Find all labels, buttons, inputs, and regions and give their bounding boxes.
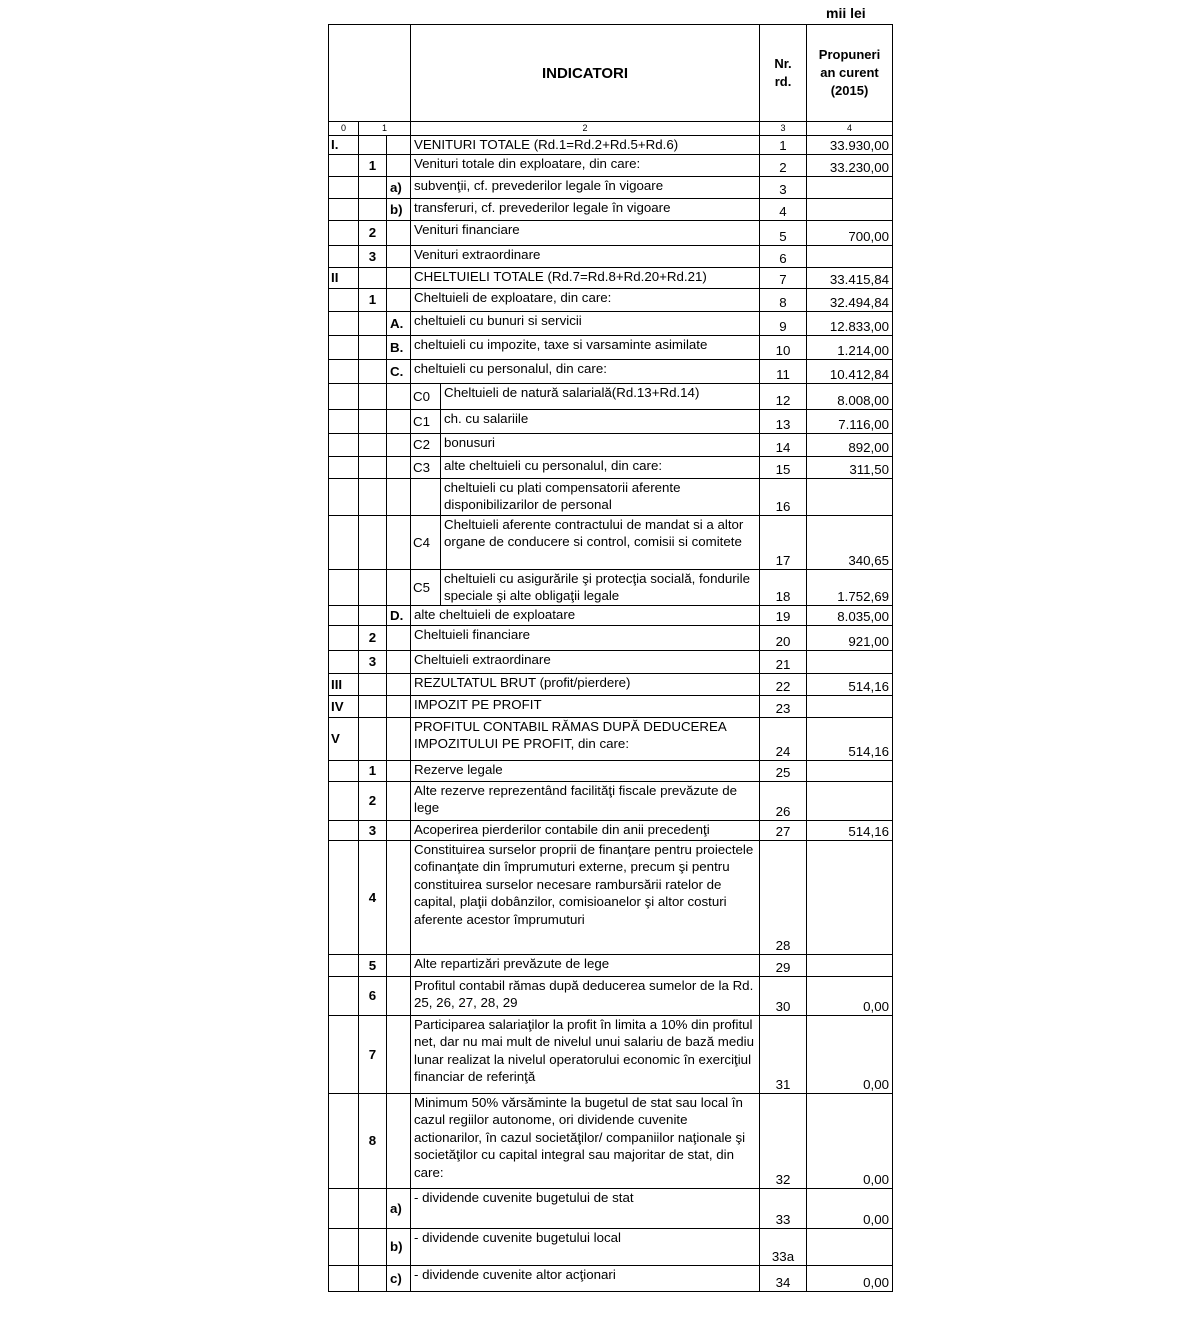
section-number <box>329 977 359 1016</box>
section-number: II <box>329 268 359 289</box>
sub-code: C5 <box>411 570 441 606</box>
header-proposal-line3: (2015) <box>830 83 869 98</box>
item-number <box>359 136 387 155</box>
table-row <box>329 221 893 246</box>
sub-item-letter <box>387 410 411 434</box>
unit-label: mii lei <box>826 5 866 21</box>
row-number: 29 <box>760 955 807 977</box>
sub-item-letter: a) <box>387 1189 411 1229</box>
item-number <box>359 199 387 221</box>
item-number <box>359 516 387 570</box>
section-number <box>329 626 359 651</box>
indicator-label: CHELTUIELI TOTALE (Rd.7=Rd.8+Rd.20+Rd.21) <box>411 268 760 289</box>
item-number: 1 <box>359 289 387 312</box>
section-number <box>329 199 359 221</box>
indicator-label: PROFITUL CONTABIL RĂMAS DUPĂ DEDUCEREA IMPOZITULUI PE PROFIT, din care: <box>411 718 760 761</box>
section-number <box>329 1189 359 1229</box>
proposal-value: 33.415,84 <box>807 268 893 289</box>
sub-item-letter: b) <box>387 199 411 221</box>
sub-code: C3 <box>411 457 441 479</box>
proposal-value <box>807 1229 893 1266</box>
indicator-label: cheltuieli cu plati compensatorii aferente disponibilizarilor de personal <box>441 479 760 516</box>
proposal-value: 340,65 <box>807 516 893 570</box>
row-number: 21 <box>760 651 807 674</box>
header-indicators: INDICATORI <box>411 25 760 122</box>
table-row <box>329 718 893 761</box>
table-row <box>329 199 893 221</box>
proposal-value <box>807 696 893 718</box>
row-number: 7 <box>760 268 807 289</box>
section-number <box>329 516 359 570</box>
row-number: 16 <box>760 479 807 516</box>
row-number: 26 <box>760 782 807 821</box>
sub-item-letter <box>387 457 411 479</box>
indicator-label: - dividende cuvenite altor acţionari <box>411 1266 760 1292</box>
proposal-value: 7.116,00 <box>807 410 893 434</box>
proposal-value: 0,00 <box>807 1094 893 1189</box>
section-number <box>329 360 359 384</box>
row-number: 23 <box>760 696 807 718</box>
table-row <box>329 136 893 155</box>
indicator-label: bonusuri <box>441 434 760 457</box>
section-number <box>329 1094 359 1189</box>
row-number: 11 <box>760 360 807 384</box>
proposal-value <box>807 199 893 221</box>
indicator-label: - dividende cuvenite bugetului local <box>411 1229 760 1266</box>
table-row <box>329 155 893 177</box>
sub-item-letter <box>387 674 411 696</box>
section-number <box>329 246 359 268</box>
header-proposal-line2: an curent <box>820 65 879 80</box>
indicator-label: - dividende cuvenite bugetului de stat <box>411 1189 760 1229</box>
row-number: 4 <box>760 199 807 221</box>
item-number: 2 <box>359 782 387 821</box>
section-number <box>329 312 359 336</box>
header-row-number-line2: rd. <box>774 74 792 89</box>
sub-item-letter <box>387 977 411 1016</box>
sub-item-letter: c) <box>387 1266 411 1292</box>
row-number: 10 <box>760 336 807 360</box>
indicator-label: Cheltuieli aferente contractului de mandat si a altor organe de conducere si control, comisii si comitete <box>441 516 760 570</box>
row-number: 34 <box>760 1266 807 1292</box>
row-number: 3 <box>760 177 807 199</box>
header-row-number-line1: Nr. <box>774 56 792 71</box>
item-number: 2 <box>359 626 387 651</box>
table-row <box>329 246 893 268</box>
section-number <box>329 289 359 312</box>
header-proposal <box>807 25 893 122</box>
proposal-value: 12.833,00 <box>807 312 893 336</box>
item-number: 2 <box>359 221 387 246</box>
row-number: 32 <box>760 1094 807 1189</box>
item-number: 7 <box>359 1016 387 1094</box>
row-number: 24 <box>760 718 807 761</box>
proposal-value <box>807 761 893 782</box>
item-number <box>359 1229 387 1266</box>
indicator-label: cheltuieli cu asigurările şi protecţia socială, fondurile speciale şi alte obligaţii legale <box>441 570 760 606</box>
section-number <box>329 434 359 457</box>
section-number <box>329 410 359 434</box>
table-row <box>329 674 893 696</box>
item-number: 6 <box>359 977 387 1016</box>
sub-item-letter <box>387 841 411 955</box>
indicator-label: Venituri totale din exploatare, din care: <box>411 155 760 177</box>
proposal-value <box>807 479 893 516</box>
table-row <box>329 1229 893 1266</box>
sub-item-letter <box>387 955 411 977</box>
row-number: 33 <box>760 1189 807 1229</box>
item-number <box>359 360 387 384</box>
sub-item-letter <box>387 696 411 718</box>
table-row <box>329 360 893 384</box>
column-number-row <box>328 121 893 136</box>
item-number <box>359 312 387 336</box>
item-number <box>359 570 387 606</box>
proposal-value: 8.035,00 <box>807 606 893 626</box>
section-number <box>329 841 359 955</box>
item-number <box>359 674 387 696</box>
section-number: I. <box>329 136 359 155</box>
sub-code: C4 <box>411 516 441 570</box>
sub-item-letter <box>387 516 411 570</box>
indicator-label: transferuri, cf. prevederilor legale în vigoare <box>411 199 760 221</box>
proposal-value: 33.230,00 <box>807 155 893 177</box>
item-number: 1 <box>359 155 387 177</box>
table-row <box>329 457 893 479</box>
item-number: 1 <box>359 761 387 782</box>
indicator-label: Cheltuieli de exploatare, din care: <box>411 289 760 312</box>
table-row <box>329 841 893 955</box>
sub-item-letter <box>387 246 411 268</box>
indicator-label: VENITURI TOTALE (Rd.1=Rd.2+Rd.5+Rd.6) <box>411 136 760 155</box>
table-row <box>329 336 893 360</box>
row-number: 9 <box>760 312 807 336</box>
sub-code: C0 <box>411 384 441 410</box>
section-number <box>329 384 359 410</box>
table-row <box>329 289 893 312</box>
proposal-value: 892,00 <box>807 434 893 457</box>
table-row <box>329 570 893 606</box>
row-number: 19 <box>760 606 807 626</box>
table-row <box>329 782 893 821</box>
item-number: 3 <box>359 246 387 268</box>
indicator-label: subvenţii, cf. prevederilor legale în vigoare <box>411 177 760 199</box>
section-number <box>329 570 359 606</box>
indicator-label: Cheltuieli financiare <box>411 626 760 651</box>
sub-code: C1 <box>411 410 441 434</box>
sub-item-letter: D. <box>387 606 411 626</box>
budget-table-body <box>329 136 893 1292</box>
row-number: 6 <box>760 246 807 268</box>
row-number: 30 <box>760 977 807 1016</box>
table-row <box>329 1189 893 1229</box>
section-number <box>329 221 359 246</box>
item-number <box>359 384 387 410</box>
item-number <box>359 268 387 289</box>
indicator-label: Venituri extraordinare <box>411 246 760 268</box>
sub-item-letter <box>387 626 411 651</box>
table-row <box>329 177 893 199</box>
table-row <box>329 606 893 626</box>
section-number <box>329 479 359 516</box>
item-number <box>359 177 387 199</box>
item-number <box>359 718 387 761</box>
row-number: 22 <box>760 674 807 696</box>
row-number: 5 <box>760 221 807 246</box>
item-number <box>359 479 387 516</box>
row-number: 8 <box>760 289 807 312</box>
sub-item-letter: A. <box>387 312 411 336</box>
row-number: 12 <box>760 384 807 410</box>
row-number: 31 <box>760 1016 807 1094</box>
section-number <box>329 155 359 177</box>
sub-item-letter <box>387 221 411 246</box>
section-number <box>329 651 359 674</box>
row-number: 13 <box>760 410 807 434</box>
proposal-value: 0,00 <box>807 1266 893 1292</box>
proposal-value: 0,00 <box>807 977 893 1016</box>
table-row <box>329 696 893 718</box>
indicator-label: cheltuieli cu personalul, din care: <box>411 360 760 384</box>
section-number <box>329 606 359 626</box>
item-number: 3 <box>359 651 387 674</box>
row-number: 14 <box>760 434 807 457</box>
row-number: 27 <box>760 821 807 841</box>
indicator-label: IMPOZIT PE PROFIT <box>411 696 760 718</box>
row-number: 33a <box>760 1229 807 1266</box>
proposal-value: 514,16 <box>807 821 893 841</box>
indicator-label: Cheltuieli extraordinare <box>411 651 760 674</box>
table-header <box>328 24 893 122</box>
sub-item-letter <box>387 479 411 516</box>
sub-item-letter <box>387 718 411 761</box>
sub-item-letter <box>387 434 411 457</box>
item-number <box>359 336 387 360</box>
proposal-value: 32.494,84 <box>807 289 893 312</box>
table-row <box>329 434 893 457</box>
sub-item-letter <box>387 1094 411 1189</box>
sub-code: C2 <box>411 434 441 457</box>
section-number <box>329 821 359 841</box>
table-row <box>329 268 893 289</box>
header-row-number <box>760 25 807 122</box>
indicator-label: alte cheltuieli de exploatare <box>411 606 760 626</box>
proposal-value: 514,16 <box>807 718 893 761</box>
sub-item-letter: b) <box>387 1229 411 1266</box>
section-number <box>329 457 359 479</box>
proposal-value <box>807 246 893 268</box>
column-number: 4 <box>807 122 893 136</box>
item-number: 4 <box>359 841 387 955</box>
sub-code <box>411 479 441 516</box>
proposal-value: 1.752,69 <box>807 570 893 606</box>
indicator-label: Acoperirea pierderilor contabile din anii precedenţi <box>411 821 760 841</box>
section-number <box>329 1016 359 1094</box>
item-number <box>359 1266 387 1292</box>
row-number: 20 <box>760 626 807 651</box>
sub-item-letter <box>387 289 411 312</box>
proposal-value <box>807 651 893 674</box>
sub-item-letter <box>387 384 411 410</box>
column-number: 0 <box>329 122 359 136</box>
table-row <box>329 761 893 782</box>
sub-item-letter <box>387 1016 411 1094</box>
row-number: 18 <box>760 570 807 606</box>
proposal-value: 700,00 <box>807 221 893 246</box>
indicator-label: REZULTATUL BRUT (profit/pierdere) <box>411 674 760 696</box>
row-number: 28 <box>760 841 807 955</box>
item-number: 5 <box>359 955 387 977</box>
header-proposal-line1: Propuneri <box>818 47 881 62</box>
section-number <box>329 761 359 782</box>
column-number: 3 <box>760 122 807 136</box>
item-number <box>359 457 387 479</box>
row-number: 1 <box>760 136 807 155</box>
section-number <box>329 782 359 821</box>
row-number: 15 <box>760 457 807 479</box>
indicator-label: Profitul contabil rămas după deducerea sumelor de la Rd. 25, 26, 27, 28, 29 <box>411 977 760 1016</box>
table-row <box>329 479 893 516</box>
header-blank <box>329 25 411 122</box>
sub-item-letter <box>387 651 411 674</box>
column-number: 1 <box>359 122 411 136</box>
item-number <box>359 696 387 718</box>
item-number: 3 <box>359 821 387 841</box>
item-number <box>359 606 387 626</box>
sub-item-letter <box>387 761 411 782</box>
table-row <box>329 1266 893 1292</box>
sub-item-letter <box>387 268 411 289</box>
row-number: 25 <box>760 761 807 782</box>
section-number <box>329 1266 359 1292</box>
section-number <box>329 177 359 199</box>
sub-item-letter <box>387 136 411 155</box>
sub-item-letter: C. <box>387 360 411 384</box>
proposal-value: 33.930,00 <box>807 136 893 155</box>
proposal-value: 8.008,00 <box>807 384 893 410</box>
indicator-label: cheltuieli cu bunuri si servicii <box>411 312 760 336</box>
indicator-label: Constituirea surselor proprii de finanţare pentru proiectele cofinanţate din împrumuturi externe, precum şi pentru constituirea surselor necesare rambursării ratelor de capital, plaţii dobânzilor, comisioanelor şi altor costuri aferente acestor împrumuturi <box>411 841 760 955</box>
proposal-value: 311,50 <box>807 457 893 479</box>
item-number <box>359 1189 387 1229</box>
section-number: IV <box>329 696 359 718</box>
table-row <box>329 1094 893 1189</box>
section-number <box>329 1229 359 1266</box>
section-number: III <box>329 674 359 696</box>
sub-item-letter: a) <box>387 177 411 199</box>
table-row <box>329 1016 893 1094</box>
proposal-value: 0,00 <box>807 1189 893 1229</box>
proposal-value: 921,00 <box>807 626 893 651</box>
table-row <box>329 977 893 1016</box>
section-number <box>329 955 359 977</box>
proposal-value: 0,00 <box>807 1016 893 1094</box>
column-number: 2 <box>411 122 760 136</box>
sub-item-letter: B. <box>387 336 411 360</box>
indicator-label: Rezerve legale <box>411 761 760 782</box>
indicator-label: cheltuieli cu impozite, taxe si varsaminte asimilate <box>411 336 760 360</box>
table-row <box>329 626 893 651</box>
sub-item-letter <box>387 782 411 821</box>
item-number <box>359 434 387 457</box>
table-row <box>329 384 893 410</box>
proposal-value <box>807 955 893 977</box>
row-number: 17 <box>760 516 807 570</box>
indicator-label: ch. cu salariile <box>441 410 760 434</box>
section-number: V <box>329 718 359 761</box>
section-number <box>329 336 359 360</box>
indicator-label: Alte rezerve reprezentând facilităţi fiscale prevăzute de lege <box>411 782 760 821</box>
indicator-label: alte cheltuieli cu personalul, din care: <box>441 457 760 479</box>
proposal-value: 10.412,84 <box>807 360 893 384</box>
indicator-label: Venituri financiare <box>411 221 760 246</box>
table-row <box>329 651 893 674</box>
proposal-value: 514,16 <box>807 674 893 696</box>
item-number <box>359 410 387 434</box>
sub-item-letter <box>387 821 411 841</box>
budget-table <box>328 135 893 1292</box>
sub-item-letter <box>387 570 411 606</box>
table-row <box>329 955 893 977</box>
indicator-label: Participarea salariaţilor la profit în limita a 10% din profitul net, dar nu mai mult de nivelul unui salariu de bază mediu lunar realizat la nivelul operatorului economic în exerciţiul financiar de referinţă <box>411 1016 760 1094</box>
table-row <box>329 312 893 336</box>
item-number: 8 <box>359 1094 387 1189</box>
sub-item-letter <box>387 155 411 177</box>
indicator-label: Alte repartizări prevăzute de lege <box>411 955 760 977</box>
table-row <box>329 410 893 434</box>
proposal-value <box>807 841 893 955</box>
proposal-value: 1.214,00 <box>807 336 893 360</box>
indicator-label: Minimum 50% vărsăminte la bugetul de stat sau local în cazul regiilor autonome, ori dividende cuvenite actionarilor, în cazul societăţilor/ companiilor naţionale şi societăţilor cu capital integral sau majoritar de stat, din care: <box>411 1094 760 1189</box>
proposal-value <box>807 177 893 199</box>
table-row <box>329 516 893 570</box>
indicator-label: Cheltuieli de natură salarială(Rd.13+Rd.14) <box>441 384 760 410</box>
proposal-value <box>807 782 893 821</box>
table-row <box>329 821 893 841</box>
row-number: 2 <box>760 155 807 177</box>
